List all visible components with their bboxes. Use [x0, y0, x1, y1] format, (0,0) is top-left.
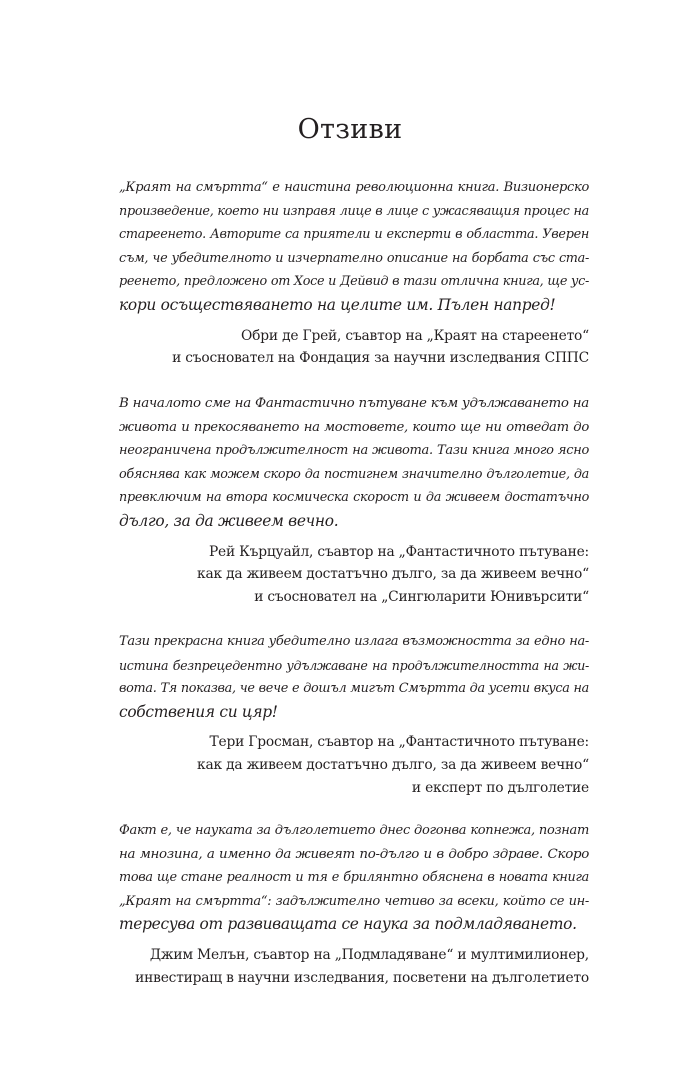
attribution-line: и експерт по дълголетие [411, 779, 589, 796]
review-attribution [119, 325, 589, 370]
review-quote [119, 819, 589, 937]
quote-line: съм, че убедителното и изчерпателно описание на борбата със ста- [119, 250, 589, 266]
quote-line: вота. Тя показва, че вече е дошъл мигът Смъртта да усети вкуса на [119, 681, 589, 697]
quote-line: В началото сме на Фантастично пътуване към удължаването на [119, 396, 589, 411]
quote-line: обяснява как можем скоро да постигнем значително дълголетие, да [119, 466, 589, 482]
quote-line: кори осъществяването на целите им. Пълен напред! [119, 295, 556, 314]
page-title: Отзиви [297, 114, 403, 145]
quote-line: тересува от развиващата се наука за подмладяването. [119, 915, 577, 934]
quote-line: произведение, което ни изправя лице в лице с ужасяващия процес на [119, 203, 589, 219]
quote-line: „Краят на смъртта“ е наистина революционна книга. Визионерско [119, 180, 589, 195]
attribution-line: как да живеем достатъчно дълго, за да живеем вечно“ [197, 756, 589, 773]
review-3 [119, 630, 589, 799]
quote-line: дълго, за да живеем вечно. [119, 511, 339, 530]
review-4 [119, 819, 589, 989]
review-2 [119, 392, 589, 608]
quote-line: истина безпрецедентно удължаване на продължителността на жи- [119, 657, 589, 673]
attribution-line: как да живеем достатъчно дълго, за да живеем вечно“ [197, 566, 589, 583]
quote-line: Факт е, че науката за дълголетието днес догонва копнежа, познат [119, 823, 589, 838]
review-attribution [119, 731, 589, 799]
review-attribution [119, 541, 589, 609]
review-quote [119, 176, 589, 318]
quote-line: живота и прекосяването на мостовете, които ще ни отведат до [119, 419, 589, 435]
quote-line: на мнозина, а именно да живеят по-дълго и в добро здраве. Скоро [119, 846, 589, 862]
quote-line: неограничена продължителност на живота. Тази книга много ясно [119, 443, 589, 459]
attribution-line: Рей Кърцуайл, съавтор на „Фантастичното пътуване: [208, 543, 589, 560]
attribution-line: Обри де Грей, съавтор на „Краят на стареенето“ [241, 327, 589, 344]
review-attribution [119, 944, 589, 989]
quote-line: собствения си цяр! [119, 702, 278, 721]
review-quote [119, 392, 589, 534]
quote-line: превключим на втора космическа скорост и да живеем достатъчно [119, 490, 589, 506]
attribution-line: и съосновател на Фондация за научни изследвания СППС [172, 350, 589, 367]
quote-line: стареенето. Авторите са приятели и експерти в областта. Уверен [119, 227, 589, 243]
attribution-line: инвестиращ в научни изследвания, посветени на дълголетието [135, 969, 589, 986]
review-1 [119, 176, 589, 370]
quote-line: „Краят на смъртта“: задължително четиво за всеки, който се ин- [119, 893, 589, 909]
review-quote [119, 630, 589, 724]
quote-line: това ще стане реалност и тя е брилянтно обяснена в новата книга [119, 870, 589, 886]
attribution-line: и съосновател на „Сингюларити Юнивърсити“ [254, 588, 589, 605]
attribution-line: Тери Гросман, съавтор на „Фантастичното пътуване: [209, 734, 589, 751]
quote-line: реенето, предложено от Хосе и Дейвид в тази отлична книга, ще ус- [119, 274, 589, 290]
quote-line: Тази прекрасна книга убедително излага възможността за едно на- [119, 634, 589, 649]
attribution-line: Джим Мелън, съавтор на „Подмладяване“ и мултимилионер, [149, 946, 589, 963]
